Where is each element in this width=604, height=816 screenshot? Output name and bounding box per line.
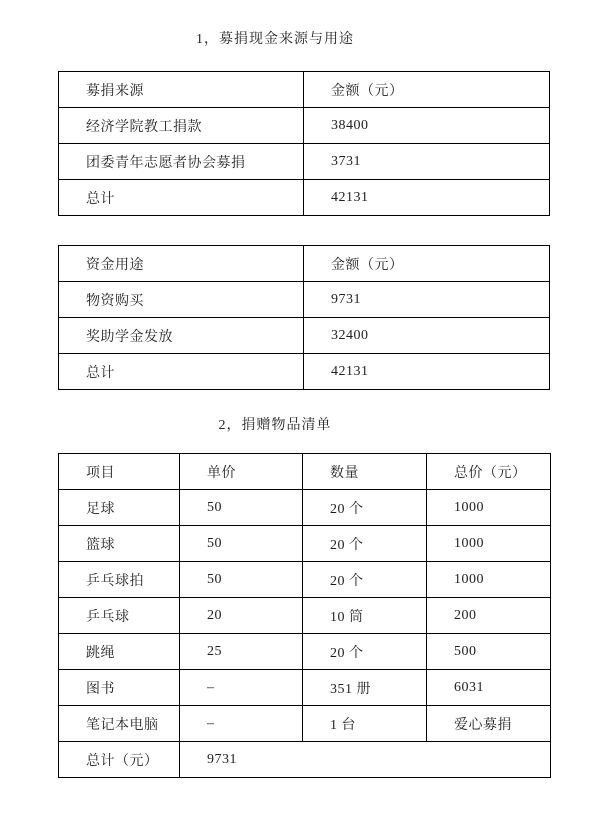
table-row bbox=[59, 526, 551, 562]
table-cell: 图书 bbox=[59, 670, 180, 706]
header-cell-source: 募捐来源 bbox=[59, 72, 304, 108]
table-cell: 笔记本电脑 bbox=[59, 706, 180, 742]
donation-source-table bbox=[58, 71, 550, 216]
table-cell: – bbox=[180, 670, 303, 706]
header-row bbox=[59, 246, 550, 282]
table-cell: 总计 bbox=[59, 180, 304, 216]
table-row bbox=[59, 282, 550, 318]
header-cell-total-price: 总价（元） bbox=[427, 454, 551, 490]
section-1-title: 1，募捐现金来源与用途 bbox=[196, 32, 354, 47]
table-row bbox=[59, 598, 551, 634]
section-2-title: 2，捐赠物品清单 bbox=[218, 418, 332, 433]
header-cell-unit-price: 单价 bbox=[180, 454, 303, 490]
table-cell: 20 个 bbox=[303, 490, 427, 526]
table-row bbox=[59, 706, 551, 742]
header-cell-quantity: 数量 bbox=[303, 454, 427, 490]
table-cell: 经济学院教工捐款 bbox=[59, 108, 304, 144]
table-cell: 20 个 bbox=[303, 634, 427, 670]
table-cell: 总计 bbox=[59, 354, 304, 390]
table-cell: 50 bbox=[180, 490, 303, 526]
header-cell-amount: 金额（元） bbox=[304, 72, 550, 108]
table-cell: 50 bbox=[180, 562, 303, 598]
total-label-cell: 总计（元） bbox=[59, 742, 180, 778]
table-cell: 38400 bbox=[304, 108, 550, 144]
table-cell: 20 个 bbox=[303, 526, 427, 562]
table-cell: 1000 bbox=[427, 526, 551, 562]
fund-usage-table bbox=[58, 245, 550, 390]
table-cell: 20 bbox=[180, 598, 303, 634]
table-cell: – bbox=[180, 706, 303, 742]
table-cell: 10 筒 bbox=[303, 598, 427, 634]
header-row bbox=[59, 72, 550, 108]
table-cell: 42131 bbox=[304, 180, 550, 216]
table-cell: 42131 bbox=[304, 354, 550, 390]
table-row bbox=[59, 634, 551, 670]
table-cell: 200 bbox=[427, 598, 551, 634]
table-cell: 乒乓球 bbox=[59, 598, 180, 634]
table-cell: 跳绳 bbox=[59, 634, 180, 670]
table-cell: 1000 bbox=[427, 562, 551, 598]
table-cell: 25 bbox=[180, 634, 303, 670]
table-row bbox=[59, 318, 550, 354]
table-cell: 物资购买 bbox=[59, 282, 304, 318]
table-cell: 20 个 bbox=[303, 562, 427, 598]
table-cell: 351 册 bbox=[303, 670, 427, 706]
table-cell: 奖助学金发放 bbox=[59, 318, 304, 354]
table-cell: 6031 bbox=[427, 670, 551, 706]
header-row bbox=[59, 454, 551, 490]
table-cell: 50 bbox=[180, 526, 303, 562]
table-row-total bbox=[59, 180, 550, 216]
table-cell: 3731 bbox=[304, 144, 550, 180]
table-row bbox=[59, 670, 551, 706]
table-cell: 团委青年志愿者协会募捐 bbox=[59, 144, 304, 180]
table-row bbox=[59, 490, 551, 526]
table-row bbox=[59, 144, 550, 180]
table-cell: 爱心募捐 bbox=[427, 706, 551, 742]
table-cell: 乒乓球拍 bbox=[59, 562, 180, 598]
table-cell: 9731 bbox=[304, 282, 550, 318]
table-row bbox=[59, 562, 551, 598]
header-cell-usage: 资金用途 bbox=[59, 246, 304, 282]
table-cell: 32400 bbox=[304, 318, 550, 354]
table-cell: 1000 bbox=[427, 490, 551, 526]
donated-items-table bbox=[58, 453, 551, 778]
table-row bbox=[59, 108, 550, 144]
table-row-total bbox=[59, 742, 551, 778]
table-cell: 足球 bbox=[59, 490, 180, 526]
table-cell: 篮球 bbox=[59, 526, 180, 562]
table-cell: 1 台 bbox=[303, 706, 427, 742]
table-row-total bbox=[59, 354, 550, 390]
table-cell: 500 bbox=[427, 634, 551, 670]
total-value-cell: 9731 bbox=[180, 742, 551, 778]
header-cell-item: 项目 bbox=[59, 454, 180, 490]
header-cell-amount: 金额（元） bbox=[304, 246, 550, 282]
